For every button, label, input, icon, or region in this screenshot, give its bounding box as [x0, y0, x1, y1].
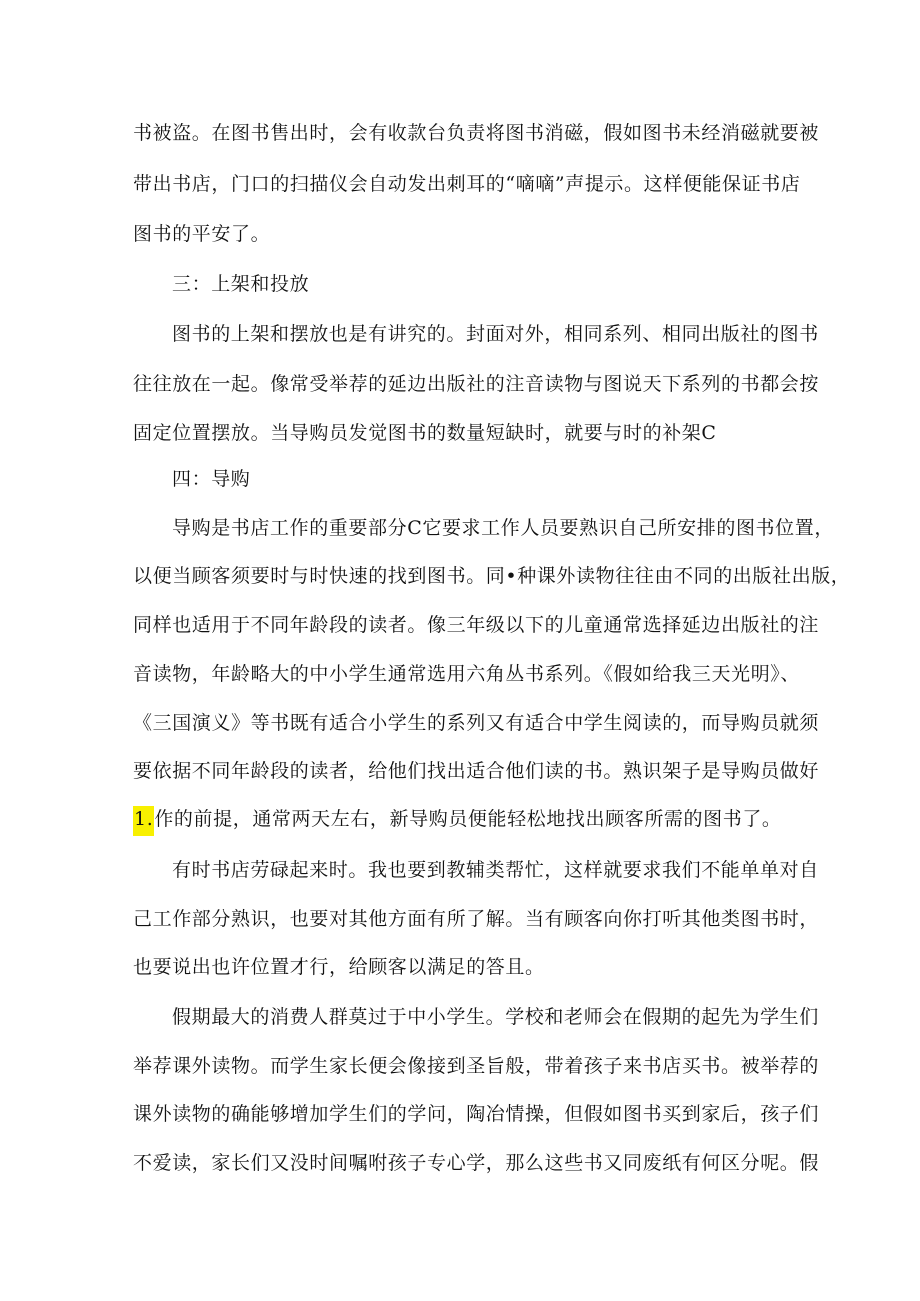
paragraph-3-line-7-text: 作的前提，通常两天左右，新导购员便能轻松地找出顾客所需的图书了。	[154, 808, 782, 830]
paragraph-5-line-3: 课外读物的确能够增加学生们的学问，陶冶情操，但假如图书买到家后，孩子们	[133, 1103, 820, 1125]
paragraph-3-line-7	[133, 807, 782, 831]
paragraph-1-line-3: 图书的平安了。	[133, 223, 271, 245]
paragraph-3-line-6: 要依据不同年龄段的读者，给他们找出适合他们读的书。熟识架子是导购员做好	[133, 760, 820, 782]
paragraph-3-line-4: 音读物，年龄略大的中小学生通常选用六角丛书系列。《假如给我三天光明》、	[133, 663, 801, 685]
section-heading-4: 四：导购	[172, 468, 251, 490]
paragraph-3-line-5: 《三国演义》等书既有适合小学生的系列又有适合中学生阅读的，而导购员就须	[133, 712, 820, 734]
paragraph-4-line-1: 有时书店劳碌起来时。我也要到教辅类帮忙，这样就要求我们不能单单对自	[172, 859, 819, 881]
paragraph-2-line-2: 往往放在一起。像常受举荐的延边出版社的注音读物与图说天下系列的书都会按	[133, 373, 820, 395]
paragraph-3-line-2: 以便当顾客须要时与时快速的找到图书。同•种课外读物往往由不同的出版社出版，	[133, 565, 851, 587]
paragraph-2-line-3: 固定位置摆放。当导购员发觉图书的数量短缺时，就要与时的补架C	[133, 422, 717, 444]
paragraph-3-line-1: 导购是书店工作的重要部分C它要求工作人员要熟识自己所安排的图书位置，	[172, 517, 834, 539]
paragraph-5-line-1: 假期最大的消费人群莫过于中小学生。学校和老师会在假期的起先为学生们	[172, 1006, 819, 1028]
paragraph-3-line-3: 同样也适用于不同年龄段的读者。像三年级以下的儿童通常选择延边出版社的注	[133, 614, 820, 636]
highlighted-list-marker: 1.	[133, 806, 154, 836]
paragraph-5-line-4: 不爱读，家长们又没时间嘱咐孩子专心学，那么这些书又同废纸有何区分呢。假	[133, 1152, 820, 1174]
paragraph-4-line-2: 己工作部分熟识，也要对其他方面有所了解。当有顾客向你打听其他类图书时，	[133, 908, 820, 930]
paragraph-5-line-2: 举荐课外读物。而学生家长便会像接到圣旨般，带着孩子来书店买书。被举荐的	[133, 1055, 820, 1077]
paragraph-1-line-2: 带出书店，门口的扫描仪会自动发出刺耳的“嘀嘀”声提示。这样便能保证书店	[133, 173, 801, 195]
paragraph-1-line-1: 书被盗。在图书售出时，会有收款台负责将图书消磁，假如图书未经消磁就要被	[133, 122, 820, 144]
paragraph-4-line-3: 也要说出也许位置才行，给顾客以满足的答且。	[133, 956, 545, 978]
section-heading-3: 三：上架和投放	[172, 273, 310, 295]
paragraph-2-line-1: 图书的上架和摆放也是有讲究的。封面对外，相同系列、相同出版社的图书	[172, 323, 819, 345]
